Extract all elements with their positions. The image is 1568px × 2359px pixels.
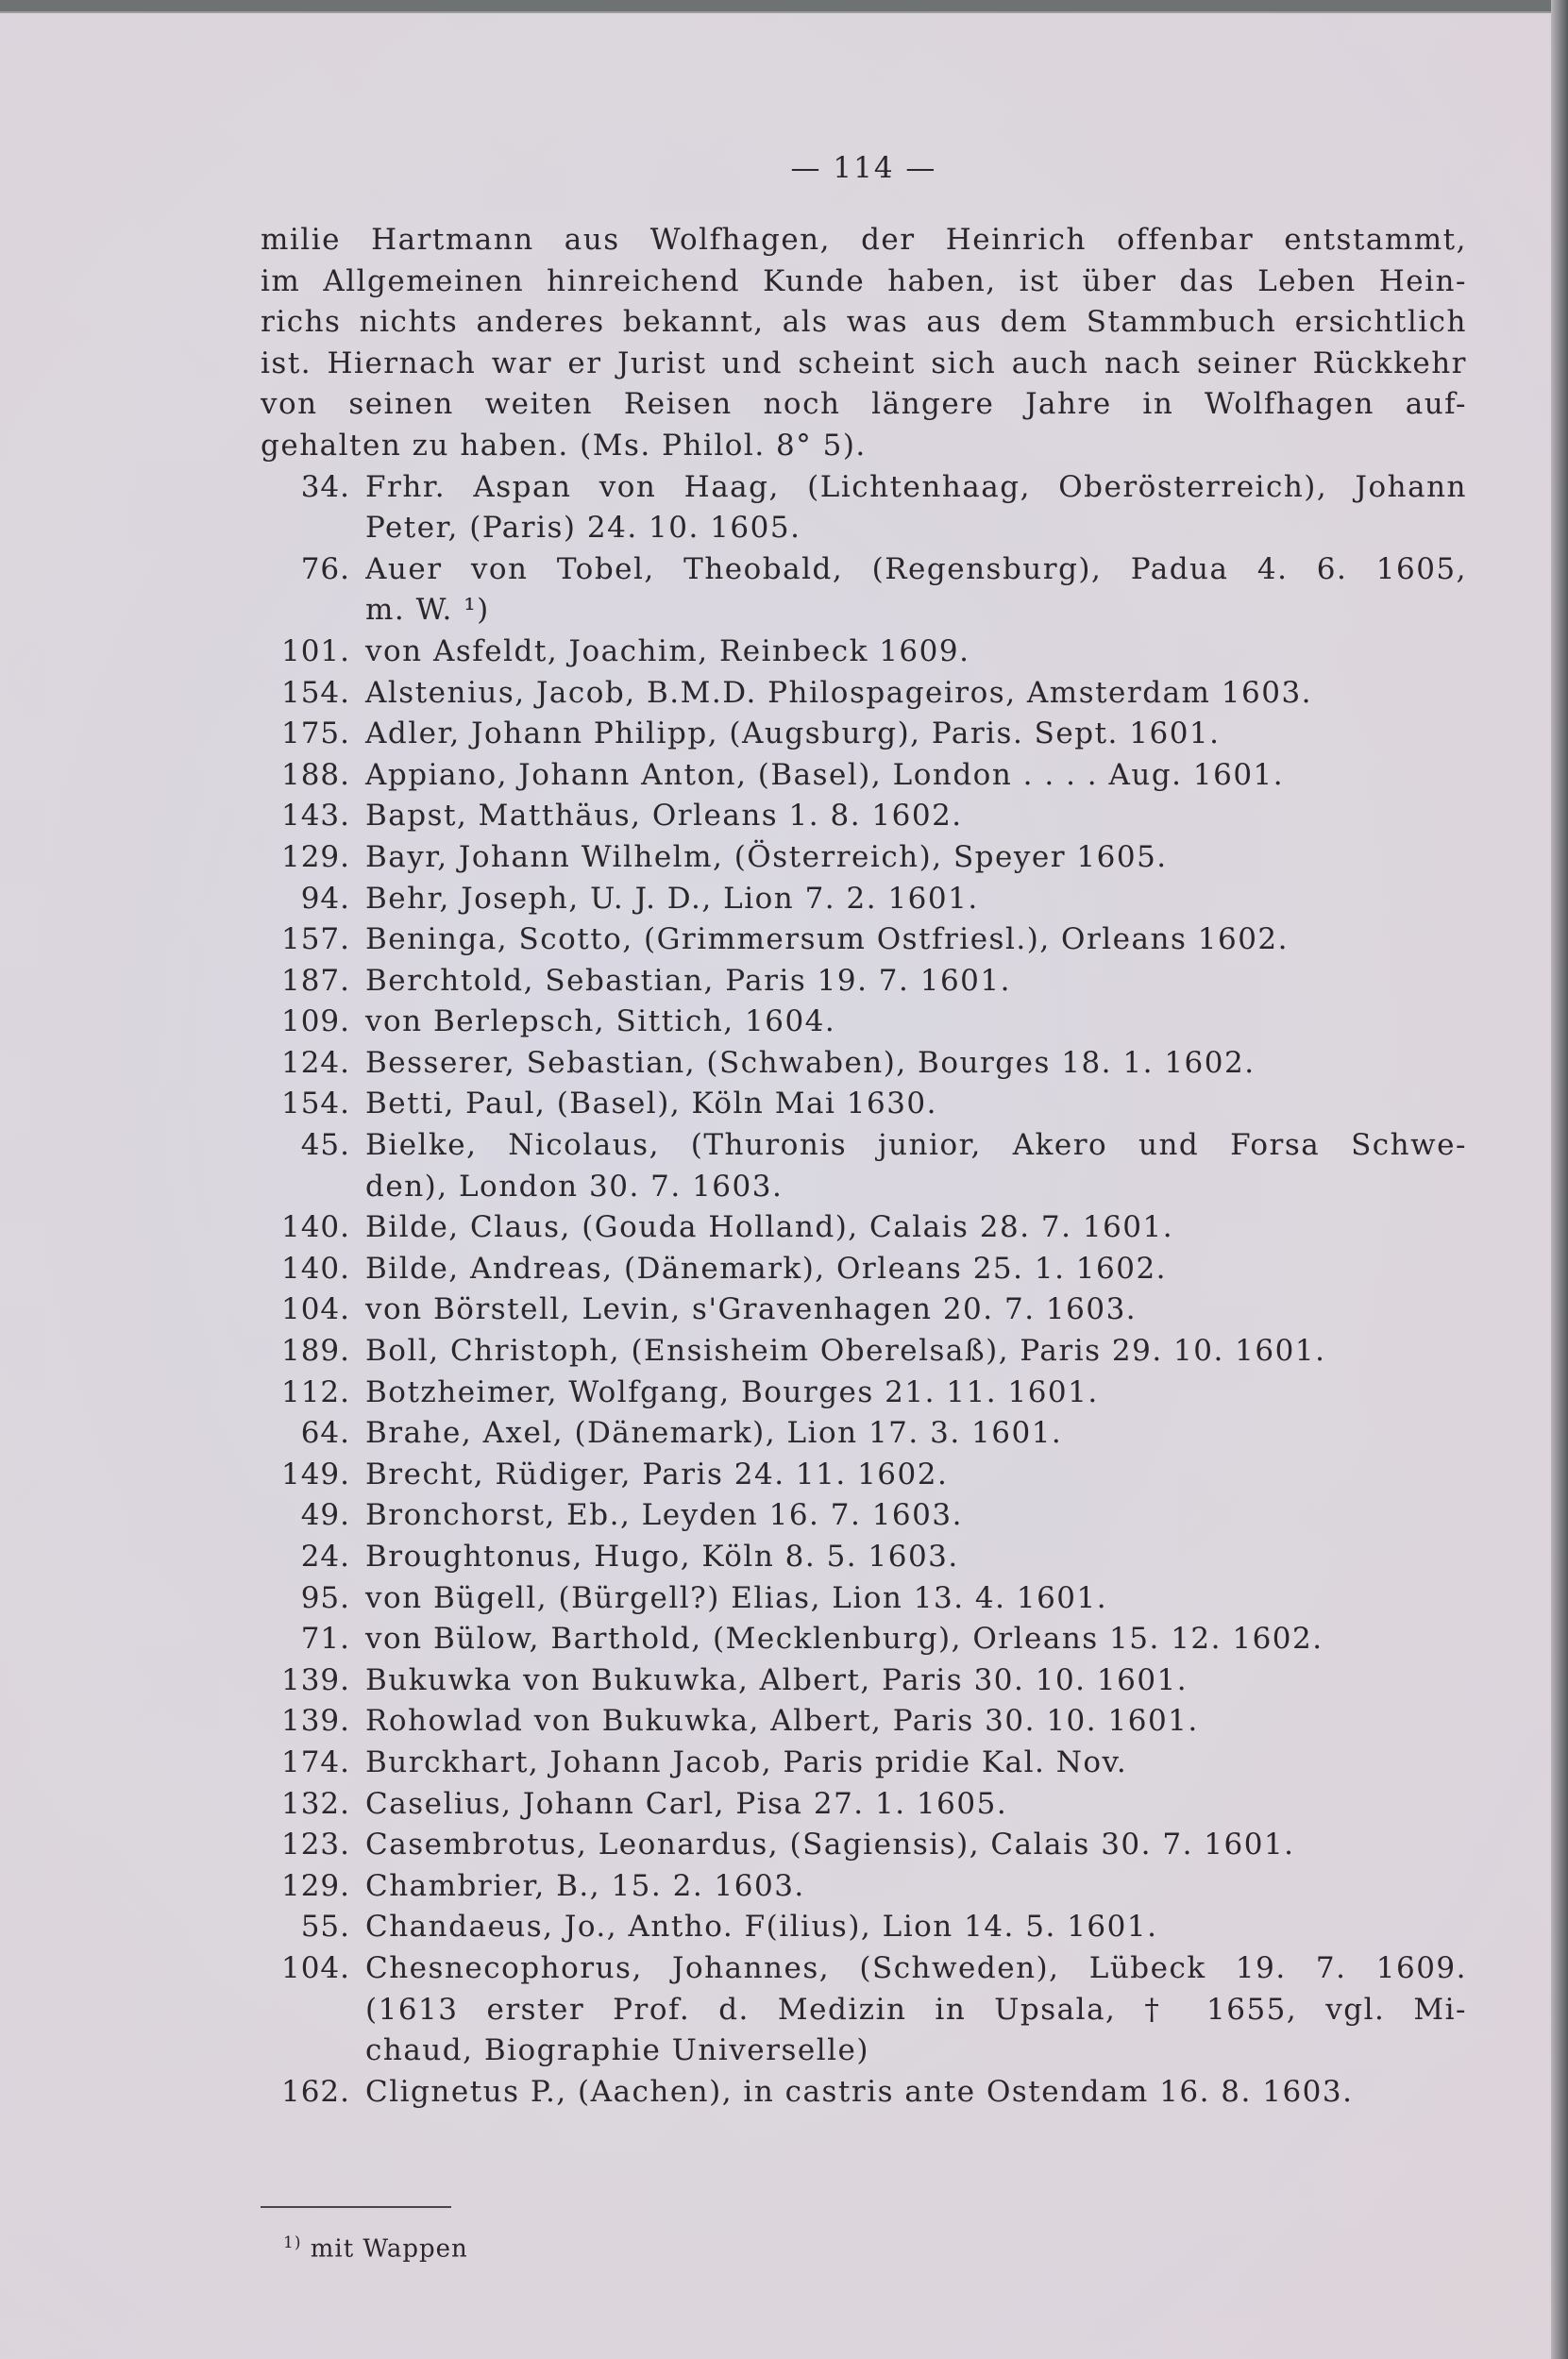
entry-text: Alstenius, Jacob, B.M.D. Philospageiros, Amsterdam 1603. xyxy=(365,675,1313,710)
scan-right-edge xyxy=(1551,0,1568,2359)
entry-number: 95. xyxy=(300,1580,350,1615)
entry-number: 55. xyxy=(300,1910,350,1945)
entry-text: Bilde, Andreas, (Dänemark), Orleans 25. 1. 1602. xyxy=(365,1251,1168,1286)
list-item xyxy=(261,961,1467,1003)
entry-number: 104. xyxy=(280,1292,350,1327)
entry-number: 24. xyxy=(300,1540,350,1574)
list-item xyxy=(261,1866,1467,1908)
entry-text: chaud, Biographie Universelle) xyxy=(365,2033,869,2068)
list-item xyxy=(261,1002,1467,1043)
list-item xyxy=(261,919,1467,961)
footnote-marker: 1) xyxy=(283,2233,302,2252)
entry-text: m. W. ¹) xyxy=(365,593,490,628)
entry-text: von Börstell, Levin, s'Gravenhagen 20. 7. 1603. xyxy=(365,1292,1138,1327)
list-item xyxy=(261,1043,1467,1085)
entry-text: Brecht, Rüdiger, Paris 24. 11. 1602. xyxy=(365,1457,949,1491)
list-item xyxy=(261,879,1467,920)
entry-number: 129. xyxy=(280,1868,350,1903)
entry-text: Chambrier, B., 15. 2. 1603. xyxy=(365,1868,805,1903)
list-item xyxy=(261,1373,1467,1414)
entry-number: 49. xyxy=(300,1498,350,1533)
entry-text: Betti, Paul, (Basel), Köln Mai 1630. xyxy=(365,1087,937,1121)
entry-number: 34. xyxy=(300,469,350,504)
entry-text: Rohowlad von Bukuwka, Albert, Paris 30. 10. 1601. xyxy=(365,1704,1199,1739)
list-item xyxy=(261,714,1467,755)
list-item xyxy=(261,1660,1467,1702)
footnote xyxy=(283,2233,468,2264)
entry-number: 104. xyxy=(280,1950,350,1985)
page-body xyxy=(261,220,1467,2113)
entry-text: Peter, (Paris) 24. 10. 1605. xyxy=(365,511,801,546)
entry-text: Boll, Christoph, (Ensisheim Oberelsaß), Paris 29. 10. 1601. xyxy=(365,1334,1326,1369)
entry-text: Casembrotus, Leonardus, (Sagiensis), Calais 30. 7. 1601. xyxy=(365,1828,1295,1862)
list-item xyxy=(261,467,1467,549)
entry-number: 109. xyxy=(280,1004,350,1039)
entry-text: Berchtold, Sebastian, Paris 19. 7. 1601. xyxy=(365,963,1011,998)
entry-text: Appiano, Johann Anton, (Basel), London . . . . Aug. 1601. xyxy=(365,757,1285,792)
entry-text: Auer von Tobel, Theobald, (Regensburg), Padua 4. 6. 1605, xyxy=(365,551,1467,586)
list-item xyxy=(261,1289,1467,1331)
entry-number: 140. xyxy=(280,1251,350,1286)
paragraph-line: richs nichts anderes bekannt, als was aus dem Stammbuch ersichtlich xyxy=(261,305,1467,340)
entry-text: Frhr. Aspan von Haag, (Lichtenhaag, Oberösterreich), Johann xyxy=(365,469,1467,504)
entry-text: von Asfeldt, Joachim, Reinbeck 1609. xyxy=(365,633,970,668)
list-item xyxy=(261,1907,1467,1948)
entry-list xyxy=(261,467,1467,2114)
entry-text: von Bülow, Barthold, (Mecklenburg), Orleans 15. 12. 1602. xyxy=(365,1622,1324,1657)
entry-text: Broughtonus, Hugo, Köln 8. 5. 1603. xyxy=(365,1540,959,1574)
entry-number: 94. xyxy=(300,881,350,916)
paragraph-line: ist. Hiernach war er Jurist und scheint sich auch nach seiner Rückkehr xyxy=(261,345,1467,380)
list-item xyxy=(261,1125,1467,1207)
footnote-divider xyxy=(261,2206,451,2208)
list-item xyxy=(261,1619,1467,1660)
entry-number: 162. xyxy=(280,2074,350,2109)
paragraph-line: milie Hartmann aus Wolfhagen, der Heinrich offenbar entstammt, xyxy=(261,223,1467,257)
list-item xyxy=(261,1701,1467,1743)
entry-number: 175. xyxy=(280,716,350,751)
entry-text: den), London 30. 7. 1603. xyxy=(365,1169,784,1204)
list-item xyxy=(261,1455,1467,1496)
entry-text: von Bügell, (Bürgell?) Elias, Lion 13. 4. 1601. xyxy=(365,1580,1108,1615)
entry-number: 157. xyxy=(280,922,350,957)
list-item xyxy=(261,549,1467,632)
entry-number: 71. xyxy=(300,1622,350,1657)
list-item xyxy=(261,1084,1467,1125)
list-item xyxy=(261,1743,1467,1784)
entry-number: 189. xyxy=(280,1334,350,1369)
entry-text: Bilde, Claus, (Gouda Holland), Calais 28. 7. 1601. xyxy=(365,1210,1174,1245)
entry-text: Botzheimer, Wolfgang, Bourges 21. 11. 1601. xyxy=(365,1374,1099,1409)
list-item xyxy=(261,1784,1467,1826)
entry-text: Behr, Joseph, U. J. D., Lion 7. 2. 1601. xyxy=(365,881,979,916)
entry-number: 45. xyxy=(300,1128,350,1163)
entry-text: Besserer, Sebastian, (Schwaben), Bourges 18. 1. 1602. xyxy=(365,1045,1256,1080)
scan-top-edge xyxy=(0,0,1568,13)
list-item xyxy=(261,2072,1467,2114)
entry-text: Burckhart, Johann Jacob, Paris pridie Kal. Nov. xyxy=(365,1744,1128,1779)
entry-number: 123. xyxy=(280,1828,350,1862)
entry-text: Bronchorst, Eb., Leyden 16. 7. 1603. xyxy=(365,1498,963,1533)
list-item xyxy=(261,1249,1467,1290)
intro-paragraph xyxy=(261,220,1467,467)
entry-text: Bielke, Nicolaus, (Thuronis junior, Akero und Forsa Schwe- xyxy=(365,1128,1467,1163)
entry-text: Adler, Johann Philipp, (Augsburg), Paris. Sept. 1601. xyxy=(365,716,1221,751)
entry-text: Clignetus P., (Aachen), in castris ante Ostendam 16. 8. 1603. xyxy=(365,2074,1354,2109)
entry-text: Chesnecophorus, Johannes, (Schweden), Lübeck 19. 7. 1609. xyxy=(365,1950,1467,1985)
entry-text: Chandaeus, Jo., Antho. F(ilius), Lion 14. 5. 1601. xyxy=(365,1910,1158,1945)
entry-number: 132. xyxy=(280,1786,350,1821)
entry-number: 174. xyxy=(280,1744,350,1779)
entry-number: 129. xyxy=(280,839,350,874)
entry-text: Bayr, Johann Wilhelm, (Österreich), Speyer 1605. xyxy=(365,839,1168,874)
list-item xyxy=(261,1578,1467,1620)
entry-number: 139. xyxy=(280,1704,350,1739)
list-item xyxy=(261,755,1467,797)
entry-number: 154. xyxy=(280,675,350,710)
entry-number: 187. xyxy=(280,963,350,998)
entry-number: 154. xyxy=(280,1087,350,1121)
list-item xyxy=(261,1495,1467,1537)
list-item xyxy=(261,837,1467,879)
entry-number: 188. xyxy=(280,757,350,792)
entry-text: Brahe, Axel, (Dänemark), Lion 17. 3. 1601. xyxy=(365,1416,1063,1451)
entry-text: Bukuwka von Bukuwka, Albert, Paris 30. 10. 1601. xyxy=(365,1662,1189,1697)
list-item xyxy=(261,1537,1467,1578)
entry-number: 143. xyxy=(280,799,350,834)
entry-text: von Berlepsch, Sittich, 1604. xyxy=(365,1004,836,1039)
entry-text: Beninga, Scotto, (Grimmersum Ostfriesl.), Orleans 1602. xyxy=(365,922,1289,957)
entry-text: Caselius, Johann Carl, Pisa 27. 1. 1605. xyxy=(365,1786,1008,1821)
list-item xyxy=(261,1413,1467,1455)
list-item xyxy=(261,1331,1467,1373)
entry-number: 140. xyxy=(280,1210,350,1245)
paragraph-line: gehalten zu haben. (Ms. Philol. 8° 5). xyxy=(261,428,867,463)
list-item xyxy=(261,796,1467,837)
entry-number: 124. xyxy=(280,1045,350,1080)
list-item xyxy=(261,1207,1467,1249)
footnote-text: mit Wappen xyxy=(310,2234,468,2264)
entry-number: 139. xyxy=(280,1662,350,1697)
entry-number: 112. xyxy=(280,1374,350,1409)
paragraph-line: im Allgemeinen hinreichend Kunde haben, ist über das Leben Hein- xyxy=(261,263,1467,298)
entry-text: (1613 erster Prof. d. Medizin in Upsala, † 1655, vgl. Mi- xyxy=(365,1992,1467,2027)
entry-number: 101. xyxy=(280,633,350,668)
entry-text: Bapst, Matthäus, Orleans 1. 8. 1602. xyxy=(365,799,963,834)
entry-number: 149. xyxy=(280,1457,350,1491)
list-item xyxy=(261,673,1467,715)
paragraph-line: von seinen weiten Reisen noch längere Jahre in Wolfhagen auf- xyxy=(261,387,1467,422)
list-item xyxy=(261,1948,1467,2072)
page-number: — 114 — xyxy=(790,151,937,185)
list-item xyxy=(261,1825,1467,1866)
entry-number: 76. xyxy=(300,551,350,586)
entry-number: 64. xyxy=(300,1416,350,1451)
list-item xyxy=(261,632,1467,673)
